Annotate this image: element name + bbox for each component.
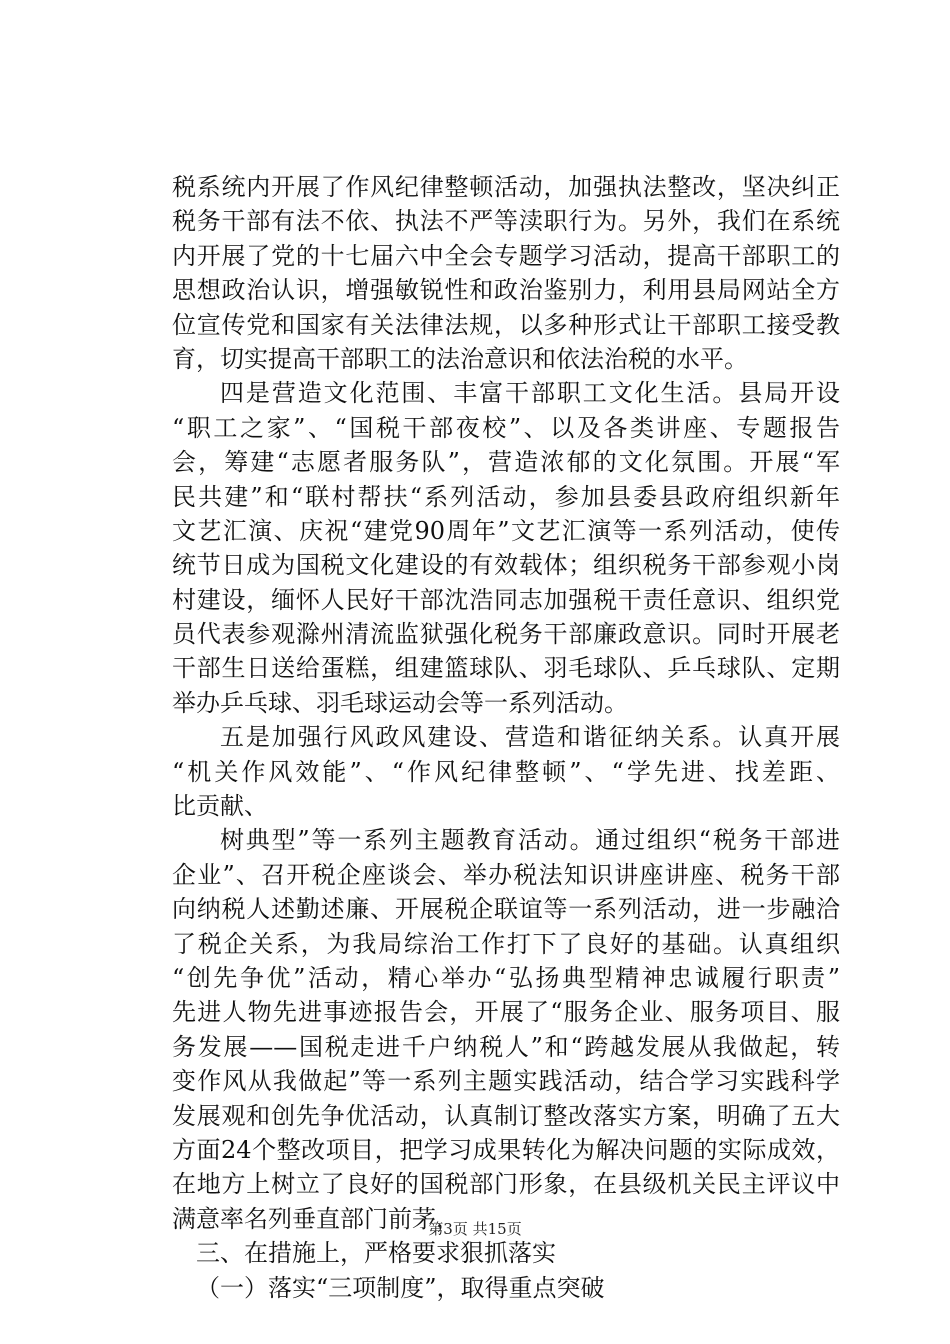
text-line: 干部生日送给蛋糕，组建篮球队、羽毛球队、乒乓球队、定期 (172, 654, 840, 683)
text-line: 先进人物先进事迹报告会，开展了“服务企业、服务项目、服 (172, 998, 840, 1027)
text-line: 务发展——国税走进千户纳税人”和“跨越发展从我做起，转 (172, 1032, 840, 1061)
text-line: 在地方上树立了良好的国税部门形象，在县级机关民主评议中 (172, 1170, 840, 1199)
text-line: 满意率名列垂直部门前茅， (172, 1204, 460, 1233)
text-line: 三、在措施上，严格要求狠抓落实 (196, 1239, 556, 1268)
text-line: “创先争优”活动，精心举办“弘扬典型精神忠诚履行职责” (172, 963, 840, 992)
text-line: 树典型”等一系列主题教育活动。通过组织“税务干部进 (220, 826, 840, 855)
text-line: 内开展了党的十七届六中全会专题学习活动，提高干部职工的 (172, 241, 840, 270)
text-line: 四是营造文化范围、丰富干部职工文化生活。县局开设 (220, 379, 840, 408)
text-line: 员代表参观滁州清流监狱强化税务干部廉政意识。同时开展老 (172, 620, 840, 649)
text-line: 民共建”和“联村帮扶“系列活动，参加县委县政府组织新年 (172, 482, 840, 511)
text-line: 育，切实提高干部职工的法治意识和依法治税的水平。 (172, 344, 748, 373)
text-line: 比贡献、 (172, 792, 268, 821)
page-footer: 第3页 共15页 (428, 1220, 522, 1238)
text-line: 发展观和创先争优活动，认真制订整改落实方案，明确了五大 (172, 1101, 840, 1130)
text-line: 村建设，缅怀人民好干部沈浩同志加强税干责任意识、组织党 (172, 585, 840, 614)
text-line: 税务干部有法不依、执法不严等渎职行为。另外，我们在系统 (172, 207, 840, 236)
text-line: “机关作风效能”、“作风纪律整顿”、“学先进、找差距、 (172, 757, 840, 786)
text-line: 会，筹建“志愿者服务队”，营造浓郁的文化氛围。开展“军 (172, 448, 840, 477)
text-line: 变作风从我做起”等一系列主题实践活动，结合学习实践科学 (172, 1067, 840, 1096)
text-line: 税系统内开展了作风纪律整顿活动，加强执法整改，坚决纠正 (172, 173, 840, 201)
text-line: 了税企关系，为我局综治工作打下了良好的基础。认真组织 (172, 929, 840, 958)
text-line: 统节日成为国税文化建设的有效载体；组织税务干部参观小岗 (172, 551, 840, 580)
text-line: “职工之家”、“国税干部夜校”、以及各类讲座、专题报告 (172, 413, 840, 442)
text-line: 举办乒乓球、羽毛球运动会等一系列活动。 (172, 688, 628, 717)
text-line: 思想政治认识，增强敏锐性和政治鉴别力，利用县局网站全方 (172, 276, 840, 305)
text-line: 向纳税人述勤述廉、开展税企联谊等一系列活动，进一步融洽 (172, 895, 840, 924)
text-line: 企业”、召开税企座谈会、举办税法知识讲座讲座、税务干部 (172, 860, 840, 889)
text-line: 方面24个整改项目，把学习成果转化为解决问题的实际成效， (172, 1135, 840, 1164)
text-line: 文艺汇演、庆祝“建党90周年”文艺汇演等一系列活动，使传 (172, 516, 840, 545)
text-line: （一）落实“三项制度”，取得重点突破 (196, 1273, 605, 1302)
text-line: 位宣传党和国家有关法律法规，以多种形式让干部职工接受教 (172, 310, 840, 339)
document-body (172, 170, 840, 1305)
text-line: 五是加强行风政风建设、营造和谐征纳关系。认真开展 (220, 723, 840, 752)
